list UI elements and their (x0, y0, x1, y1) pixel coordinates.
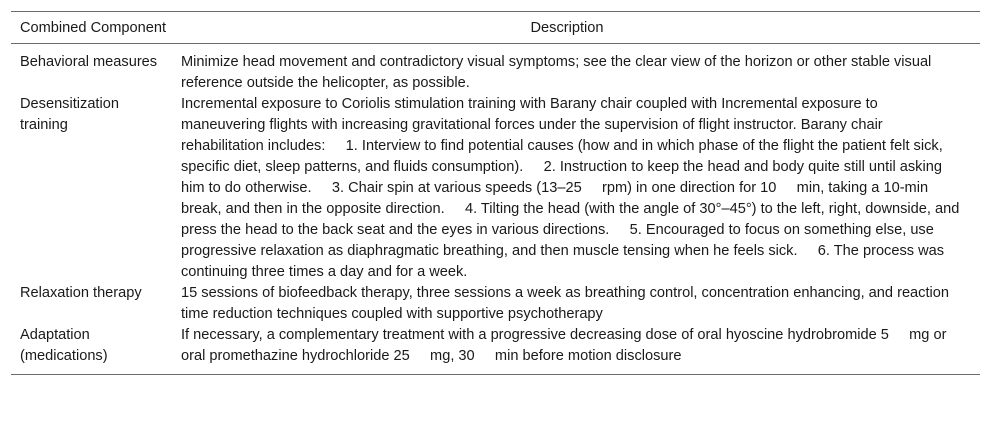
row-description: If necessary, a complementary treatment with a progressive decreasing dose of oral hyoscine hydrobromide 5 mg or oral promethazine hydrochloride 25 mg, 30 min before motion disclosure (181, 327, 951, 364)
table-row (11, 94, 980, 283)
row-component: Adaptation (medications) (20, 327, 108, 364)
treatment-table (11, 11, 980, 375)
table-header-row (11, 12, 980, 44)
header-description: Description (530, 20, 604, 36)
row-component: Desensitization training (20, 96, 119, 133)
table-row (11, 325, 980, 374)
table-row (11, 283, 980, 325)
row-description: Incremental exposure to Coriolis stimulation training with Barany chair coupled with Incremental exposure to maneuvering flights with increasing gravitational forces under the supervision of flight instructor. Barany chair rehabilitation includes: 1. Interview to find potential causes (how and in which phase of the flight the patient felt sick, specific diet, sleep patterns, and fluids consumption). 2. Instruction to keep the head and body quite still until asking him to do otherwise. 3. Chair spin at various speeds (13–25 rpm) in one direction for 10 min, taking a 10-min break, and then in the opposite direction. 4. Tilting the head (with the angle of 30°–45°) to the left, right, downside, and press the head to the back seat and the eyes in various directions. 5. Encouraged to focus on something else, use progressive relaxation as diaphragmatic breathing, and then muscle tensing when he feels sick. 6. The process was continuing three times a day and for a week. (181, 96, 964, 280)
table-row (11, 44, 980, 94)
row-component: Behavioral measures (20, 54, 158, 70)
row-component: Relaxation therapy (20, 285, 142, 301)
row-description: 15 sessions of biofeedback therapy, three sessions a week as breathing control, concentration enhancing, and reaction time reduction techniques coupled with supportive psychotherapy (181, 285, 950, 322)
header-component: Combined Component (20, 20, 167, 36)
row-description: Minimize head movement and contradictory visual symptoms; see the clear view of the horizon or other stable visual reference outside the helicopter, as possible. (181, 54, 932, 91)
